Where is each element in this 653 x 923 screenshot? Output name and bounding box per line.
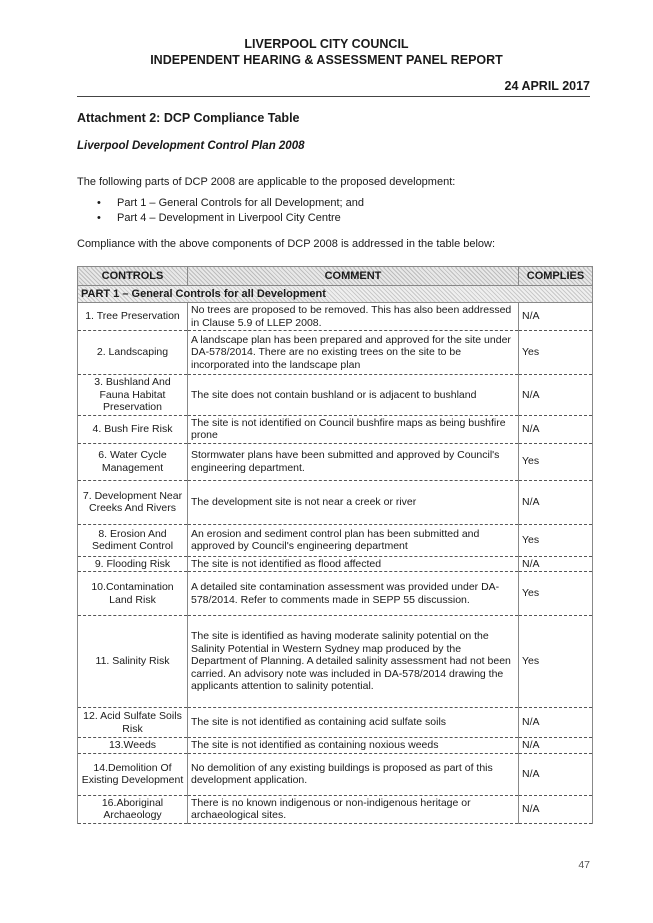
table-row <box>78 708 593 738</box>
control-cell: 12. Acid Sulfate Soils Risk <box>78 708 188 738</box>
comment-cell: A detailed site contamination assessment was provided under DA-578/2014. Refer to comments made in SEPP 55 discussion. <box>188 572 519 616</box>
control-cell: 11. Salinity Risk <box>78 616 188 708</box>
comment-cell: No trees are proposed to be removed. This has also been addressed in Clause 5.9 of LLEP 2008. <box>188 303 519 331</box>
table-row <box>78 795 593 823</box>
comment-cell: The site is not identified on Council bushfire maps as being bushfire prone <box>188 415 519 443</box>
comment-cell: The site does not contain bushland or is adjacent to bushland <box>188 375 519 416</box>
complies-cell: N/A <box>519 480 593 524</box>
bullet-text: Part 1 – General Controls for all Development; and <box>117 197 365 209</box>
table-row <box>78 303 593 331</box>
col-header-complies: COMPLIES <box>519 267 593 286</box>
col-header-controls: CONTROLS <box>78 267 188 286</box>
intro-text: The following parts of DCP 2008 are applicable to the proposed development: <box>77 176 456 188</box>
table-body <box>78 303 593 824</box>
comment-cell: No demolition of any existing buildings is proposed as part of this development application. <box>188 753 519 795</box>
control-cell: 13.Weeds <box>78 738 188 754</box>
comment-cell: A landscape plan has been prepared and approved for the site under DA-578/2014. There are no existing trees on the site to be incorporated into the landscape plan <box>188 331 519 375</box>
complies-cell: Yes <box>519 443 593 480</box>
table-header-row <box>78 267 593 286</box>
comment-cell: There is no known indigenous or non-indigenous heritage or archaeological sites. <box>188 795 519 823</box>
table-row <box>78 331 593 375</box>
comment-cell: The site is not identified as containing noxious weeds <box>188 738 519 754</box>
control-cell: 16.Aboriginal Archaeology <box>78 795 188 823</box>
complies-cell: N/A <box>519 795 593 823</box>
control-cell: 7. Development Near Creeks And Rivers <box>78 480 188 524</box>
complies-cell: N/A <box>519 415 593 443</box>
table-row <box>78 524 593 556</box>
report-date: 24 APRIL 2017 <box>504 79 590 93</box>
dcp-compliance-table <box>77 266 593 824</box>
bullet-text: Part 4 – Development in Liverpool City Centre <box>117 212 341 224</box>
table-row <box>78 616 593 708</box>
report-title: INDEPENDENT HEARING & ASSESSMENT PANEL REPORT <box>150 53 503 67</box>
complies-cell: Yes <box>519 616 593 708</box>
header-divider <box>77 96 590 97</box>
complies-cell: Yes <box>519 331 593 375</box>
plan-title: Liverpool Development Control Plan 2008 <box>77 140 305 152</box>
control-cell: 10.Contamination Land Risk <box>78 572 188 616</box>
council-name: LIVERPOOL CITY COUNCIL <box>244 37 409 51</box>
complies-cell: N/A <box>519 375 593 416</box>
control-cell: 14.Demolition Of Existing Development <box>78 753 188 795</box>
compliance-intro: Compliance with the above components of DCP 2008 is addressed in the table below: <box>77 238 496 250</box>
bullet-item: • Part 4 – Development in Liverpool City Centre <box>97 212 341 224</box>
attachment-title: Attachment 2: DCP Compliance Table <box>77 111 300 125</box>
table-row <box>78 375 593 416</box>
control-cell: 8. Erosion And Sediment Control <box>78 524 188 556</box>
complies-cell: N/A <box>519 738 593 754</box>
comment-cell: The site is not identified as containing acid sulfate soils <box>188 708 519 738</box>
table-row <box>78 738 593 754</box>
control-cell: 4. Bush Fire Risk <box>78 415 188 443</box>
table-row <box>78 556 593 572</box>
complies-cell: N/A <box>519 556 593 572</box>
complies-cell: Yes <box>519 572 593 616</box>
complies-cell: N/A <box>519 303 593 331</box>
complies-cell: N/A <box>519 708 593 738</box>
page-number: 47 <box>578 859 590 871</box>
control-cell: 1. Tree Preservation <box>78 303 188 331</box>
table-row <box>78 572 593 616</box>
comment-cell: Stormwater plans have been submitted and approved by Council's engineering department. <box>188 443 519 480</box>
table-row <box>78 415 593 443</box>
complies-cell: N/A <box>519 753 593 795</box>
control-cell: 3. Bushland And Fauna Habitat Preservation <box>78 375 188 416</box>
table-row <box>78 480 593 524</box>
comment-cell: An erosion and sediment control plan has been submitted and approved by Council's engineering department <box>188 524 519 556</box>
control-cell: 9. Flooding Risk <box>78 556 188 572</box>
bullet-item: • Part 1 – General Controls for all Development; and <box>97 197 365 209</box>
part-heading: PART 1 – General Controls for all Development <box>78 286 593 303</box>
control-cell: 6. Water Cycle Management <box>78 443 188 480</box>
comment-cell: The site is not identified as flood affected <box>188 556 519 572</box>
complies-cell: Yes <box>519 524 593 556</box>
col-header-comment: COMMENT <box>188 267 519 286</box>
part-heading-row <box>78 286 593 303</box>
comment-cell: The development site is not near a creek or river <box>188 480 519 524</box>
table-row <box>78 443 593 480</box>
control-cell: 2. Landscaping <box>78 331 188 375</box>
comment-cell: The site is identified as having moderate salinity potential on the Salinity Potential in Western Sydney map produced by the Department of Planning. A detailed salinity assessment had not been carried. An advisory note was included in DA-578/2014 drawing the applicants attention to salinity potential. <box>188 616 519 708</box>
table-row <box>78 753 593 795</box>
